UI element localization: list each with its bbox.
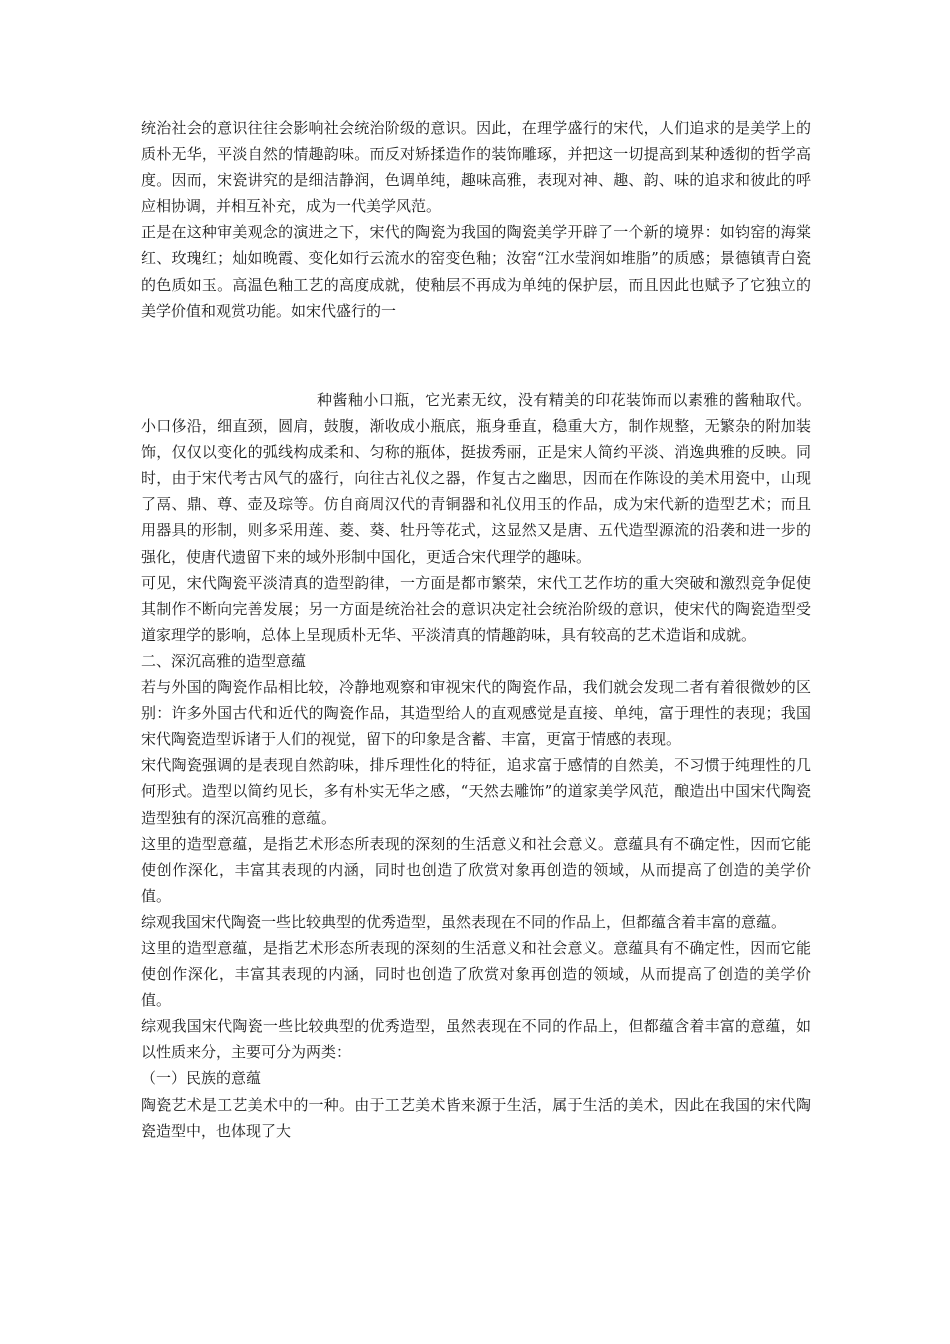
paragraph: 宋代陶瓷强调的是表现自然韵味，排斥理性化的特征，追求富于感情的自然美，不习惯于纯理性的几何形式。造型以简约见长，多有朴实无华之感，“天然去雕饰”的道家美学风范，酿造出中国宋代陶瓷造型独有的深沉高雅的意蕴。	[141, 756, 811, 827]
text-block-main	[141, 387, 811, 1144]
paragraph: 这里的造型意蕴，是指艺术形态所表现的深刻的生活意义和社会意义。意蕴具有不确定性，因而它能使创作深化，丰富其表现的内涵，同时也创造了欣赏对象再创造的领域，从而提高了创造的美学价值。	[141, 834, 811, 905]
subsection-heading: （一）民族的意蕴	[141, 1069, 262, 1088]
text-block-top	[141, 115, 811, 324]
paragraph: 正是在这种审美观念的演进之下，宋代的陶瓷为我国的陶瓷美学开辟了一个新的境界：如钧窑的海棠红、玫瑰红；灿如晚霞、变化如行云流水的窑变色釉；汝窑“江水莹润如堆脂”的质感；景德镇青白瓷的色质如玉。高温色釉工艺的高度成就，使釉层不再成为单纯的保护层，而且因此也赋予了它独立的美学价值和观赏功能。如宋代盛行的一	[141, 223, 811, 320]
paragraph: 这里的造型意蕴，是指艺术形态所表现的深刻的生活意义和社会意义。意蕴具有不确定性，因而它能使创作深化，丰富其表现的内涵，同时也创造了欣赏对象再创造的领域，从而提高了创造的美学价值。	[141, 938, 811, 1010]
paragraph: 陶瓷艺术是工艺美术中的一种。由于工艺美术皆来源于生活，属于生活的美术，因此在我国的宋代陶瓷造型中，也体现了大	[141, 1095, 811, 1140]
paragraph: 统治社会的意识往往会影响社会统治阶级的意识。因此，在理学盛行的宋代，人们追求的是美学上的质朴无华，平淡自然的情趣韵味。而反对矫揉造作的装饰雕琢，并把这一切提高到某种透彻的哲学高度。因而，宋瓷讲究的是细洁静润，色调单纯，趣味高雅，表现对神、趣、韵、味的追求和彼此的呼应相协调，并相互补充，成为一代美学风范。	[141, 119, 811, 216]
paragraph: 若与外国的陶瓷作品相比较，冷静地观察和审视宋代的陶瓷作品，我们就会发现二者有着很微妙的区别：许多外国古代和近代的陶瓷作品，其造型给人的直观感觉是直接、单纯，富于理性的表现；我国宋代陶瓷造型诉诸于人们的视觉，留下的印象是含蓄、丰富，更富于情感的表现。	[141, 678, 811, 749]
paragraph-continued: 种酱釉小口瓶，它光素无纹，没有精美的印花装饰而以素雅的酱釉取代。小口侈沿，细直颈，圆肩，鼓腹，渐收成小瓶底，瓶身垂直，稳重大方，制作规整，无繁杂的附加装饰，仅仅以变化的弧线构成柔和、匀称的瓶体，挺拔秀丽，正是宋人简约平淡、消逸典雅的反映。同时，由于宋代考古风气的盛行，向往古礼仪之器，作复古之幽思，因而在作陈设的美术用瓷中，山现了鬲、鼎、尊、壶及琮等。仿自商周汉代的青铜器和礼仪用玉的作品，成为宋代新的造型艺术；而且用器具的形制，则多采用莲、菱、葵、牡丹等花式，这显然又是唐、五代造型源流的沿袭和进一步的强化，使唐代遗留下来的域外形制中国化，更适合宋代理学的趣味。	[141, 391, 811, 566]
paragraph: 可见，宋代陶瓷平淡清真的造型韵律，一方面是都市繁荣，宋代工艺作坊的重大突破和激烈竞争促使其制作不断向完善发展；另一方面是统治社会的意识决定社会统治阶级的意识，使宋代的陶瓷造型受道家理学的影响，总体上呈现质朴无华、平淡清真的情趣韵味，具有较高的艺术造诣和成就。	[141, 573, 811, 644]
section-heading: 二、深沉高雅的造型意蕴	[141, 651, 307, 670]
paragraph: 综观我国宋代陶瓷一些比较典型的优秀造型，虽然表现在不同的作品上，但都蕴含着丰富的意蕴，如以性质来分，主要可分为两类：	[141, 1017, 811, 1062]
paragraph: 综观我国宋代陶瓷一些比较典型的优秀造型，虽然表现在不同的作品上，但都蕴含着丰富的意蕴。	[141, 912, 787, 931]
